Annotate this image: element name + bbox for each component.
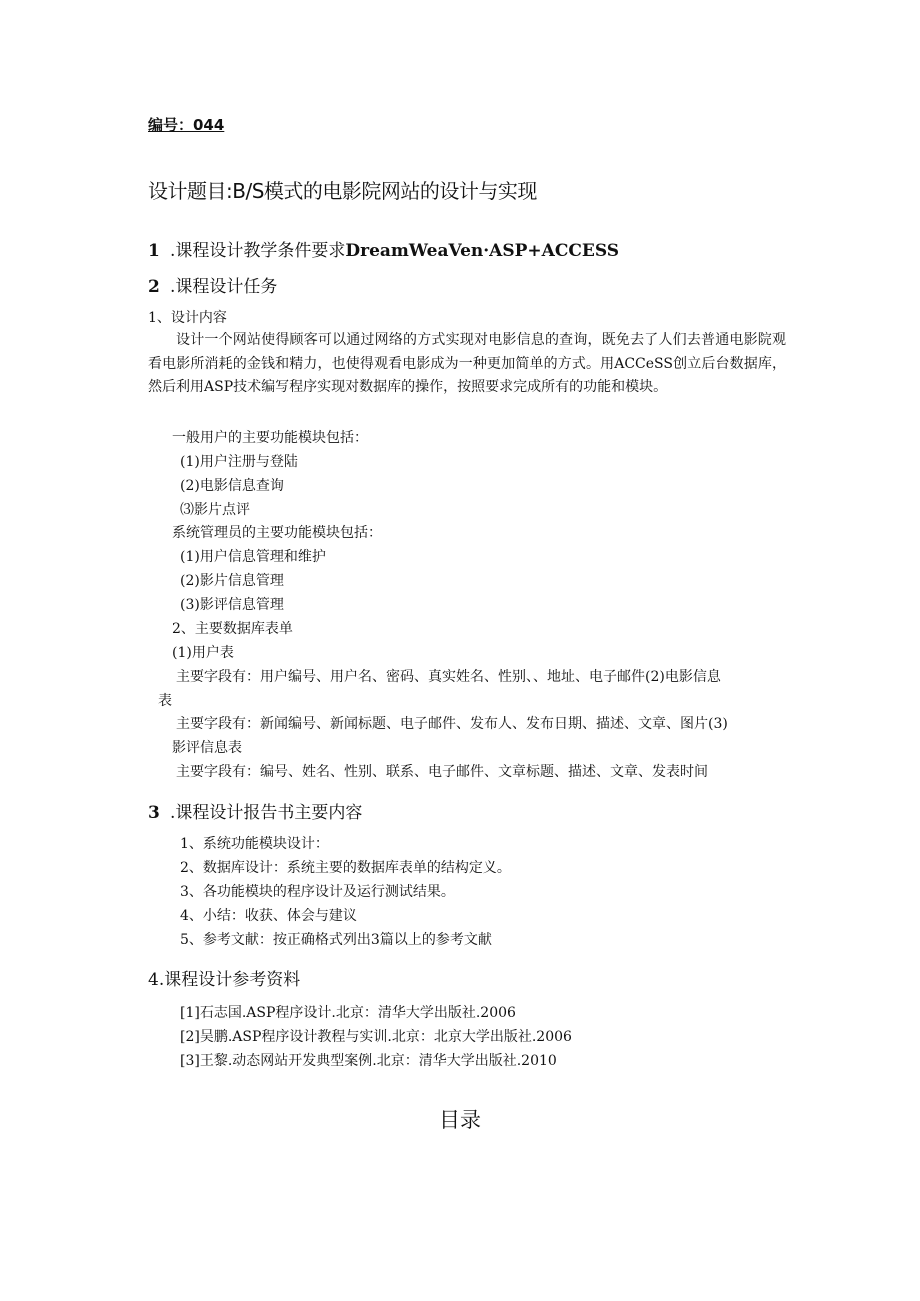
fields-line: 主要字段有：新闻编号、新闻标题、电子邮件、发布人、发布日期、描述、文章、图片(3) [176,716,728,732]
design-content-heading: 1、设计内容 [148,310,227,326]
section-3-number: 3 [148,803,160,823]
fields-line: 主要字段有：用户编号、用户名、密码、真实姓名、性别、、地址、电子邮件(2)电影信息 [176,669,721,685]
section-2-label: .课程设计任务 [170,277,278,297]
admin-module-item: (3)影评信息管理 [180,597,284,613]
user-module-item: (1)用户注册与登陆 [180,454,298,470]
user-module-item: (2)电影信息查询 [180,478,284,494]
report-item: 1、系统功能模块设计： [180,836,329,852]
admin-module-item: (2)影片信息管理 [180,573,284,589]
reference-item: [1]石志国.ASP程序设计.北京：清华大学出版社.2006 [180,1005,516,1021]
admin-module-item: (1)用户信息管理和维护 [180,549,326,565]
reference-item: [3]王黎.动态网站开发典型案例.北京：清华大学出版社.2010 [180,1053,557,1069]
reference-item: [2]吴鹏.ASP程序设计教程与实训.北京：北京大学出版社.2006 [180,1029,572,1045]
section-1-number: 1 [148,241,160,261]
report-item: 4、小结：收获、体会与建议 [180,908,357,924]
section-2-number: 2 [148,277,160,297]
section-3-heading [148,798,362,823]
fields-line: 主要字段有：编号、姓名、性别、联系、电子邮件、文章标题、描述、文章、发表时间 [176,764,708,780]
section-2-heading [148,272,277,297]
user-module-item: ⑶影片点评 [180,502,250,518]
database-heading: 2、主要数据库表单 [172,621,293,637]
design-paragraph: 设计一个网站使得顾客可以通过网络的方式实现对电影信息的查询，既免去了人们去普通电影院观看电影所消耗的金钱和精力，也使得观看电影成为一种更加简单的方式。用ACCeSS创立后台数据库，然后利用ASP技术编写程序实现对数据库的操作，按照要求完成所有的功能和模块。 [148,332,786,395]
admin-modules-intro: 系统管理员的主要功能模块包括： [172,525,382,541]
user-table-label: (1)用户表 [172,645,234,661]
document-number: 编号：044 [148,116,225,134]
report-item: 5、参考文献：按正确格式列出3篇以上的参考文献 [180,932,492,948]
user-modules-intro: 一般用户的主要功能模块包括： [172,430,368,446]
section-1-heading [148,236,619,261]
section-4-heading: 4.课程设计参考资料 [148,970,301,990]
fields-line: 影评信息表 [172,740,242,756]
toc-heading: 目录 [439,1108,481,1132]
section-1-requirement: DreamWeaVen·ASP+ACCESS [345,241,620,261]
section-1-label: .课程设计教学条件要求 [170,241,346,261]
design-title: 设计题目:B/S模式的电影院网站的设计与实现 [148,179,537,203]
report-item: 3、各功能模块的程序设计及运行测试结果。 [180,884,455,900]
section-3-label: .课程设计报告书主要内容 [170,803,363,823]
report-item: 2、数据库设计：系统主要的数据库表单的结构定义。 [180,860,511,876]
fields-line: 表 [158,693,172,709]
